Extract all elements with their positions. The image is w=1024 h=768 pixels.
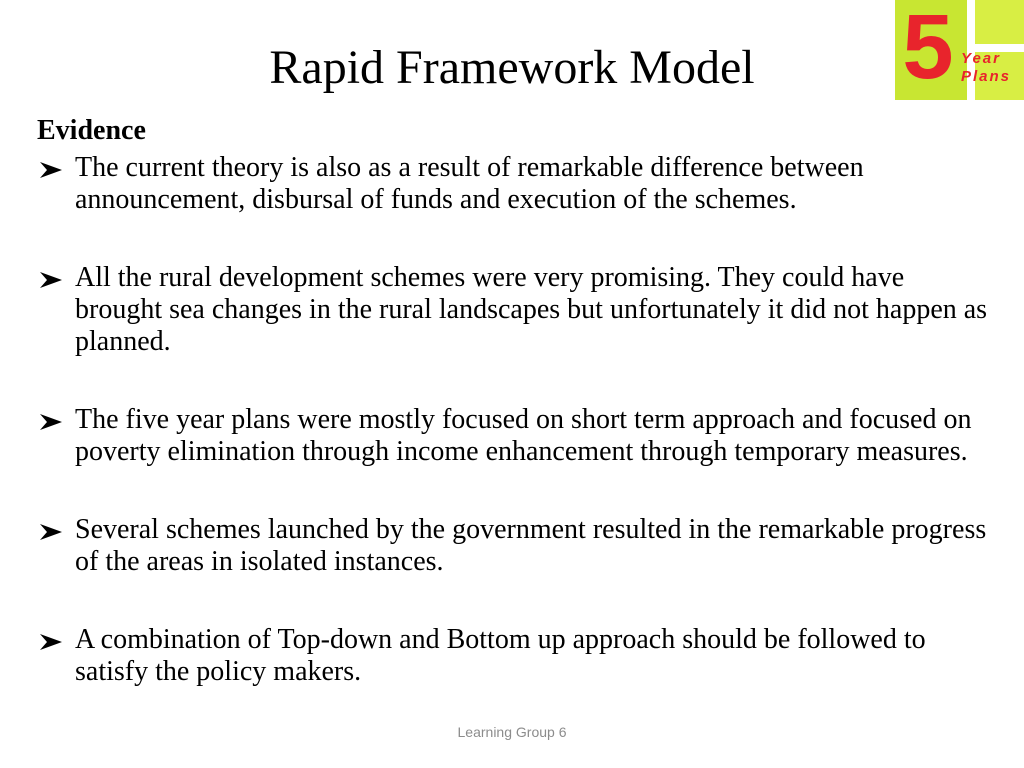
bullet-text: A combination of Top-down and Bottom up approach should be followed to satisfy the policy makers. [75,624,926,687]
bullet-text: All the rural development schemes were very promising. They could have brought sea changes in the rural landscapes but unfortunately it did not happen as planned. [75,262,988,357]
logo-word-plans: Plans [961,68,1012,85]
arrow-bullet-icon [39,523,63,541]
bullet-item [37,152,997,216]
bullet-text: The five year plans were mostly focused on short term approach and focused on poverty elimination through income enhancement through temporary measures. [75,404,972,467]
bullet-item [37,514,997,578]
bullet-item [37,624,997,688]
arrow-bullet-icon [39,413,63,431]
bullet-text: The current theory is also as a result of remarkable difference between announcement, disbursal of funds and execution of the schemes. [75,152,864,215]
arrow-bullet-icon [39,633,63,651]
arrow-bullet-icon [39,271,63,289]
bullet-text: Several schemes launched by the government resulted in the remarkable progress of the areas in isolated instances. [75,514,987,577]
bullet-item [37,262,997,358]
five-year-plans-logo [895,0,1024,100]
logo-word-year: Year [961,50,1001,67]
slide-footer: Learning Group 6 [457,724,567,740]
bullet-list [37,152,997,688]
arrow-bullet-icon [39,161,63,179]
slide-title: Rapid Framework Model [269,41,755,94]
logo-block [975,0,1024,44]
slide-body [37,114,997,688]
bullet-item [37,404,997,468]
section-heading: Evidence [37,115,146,146]
logo-number: 5 [902,0,954,98]
